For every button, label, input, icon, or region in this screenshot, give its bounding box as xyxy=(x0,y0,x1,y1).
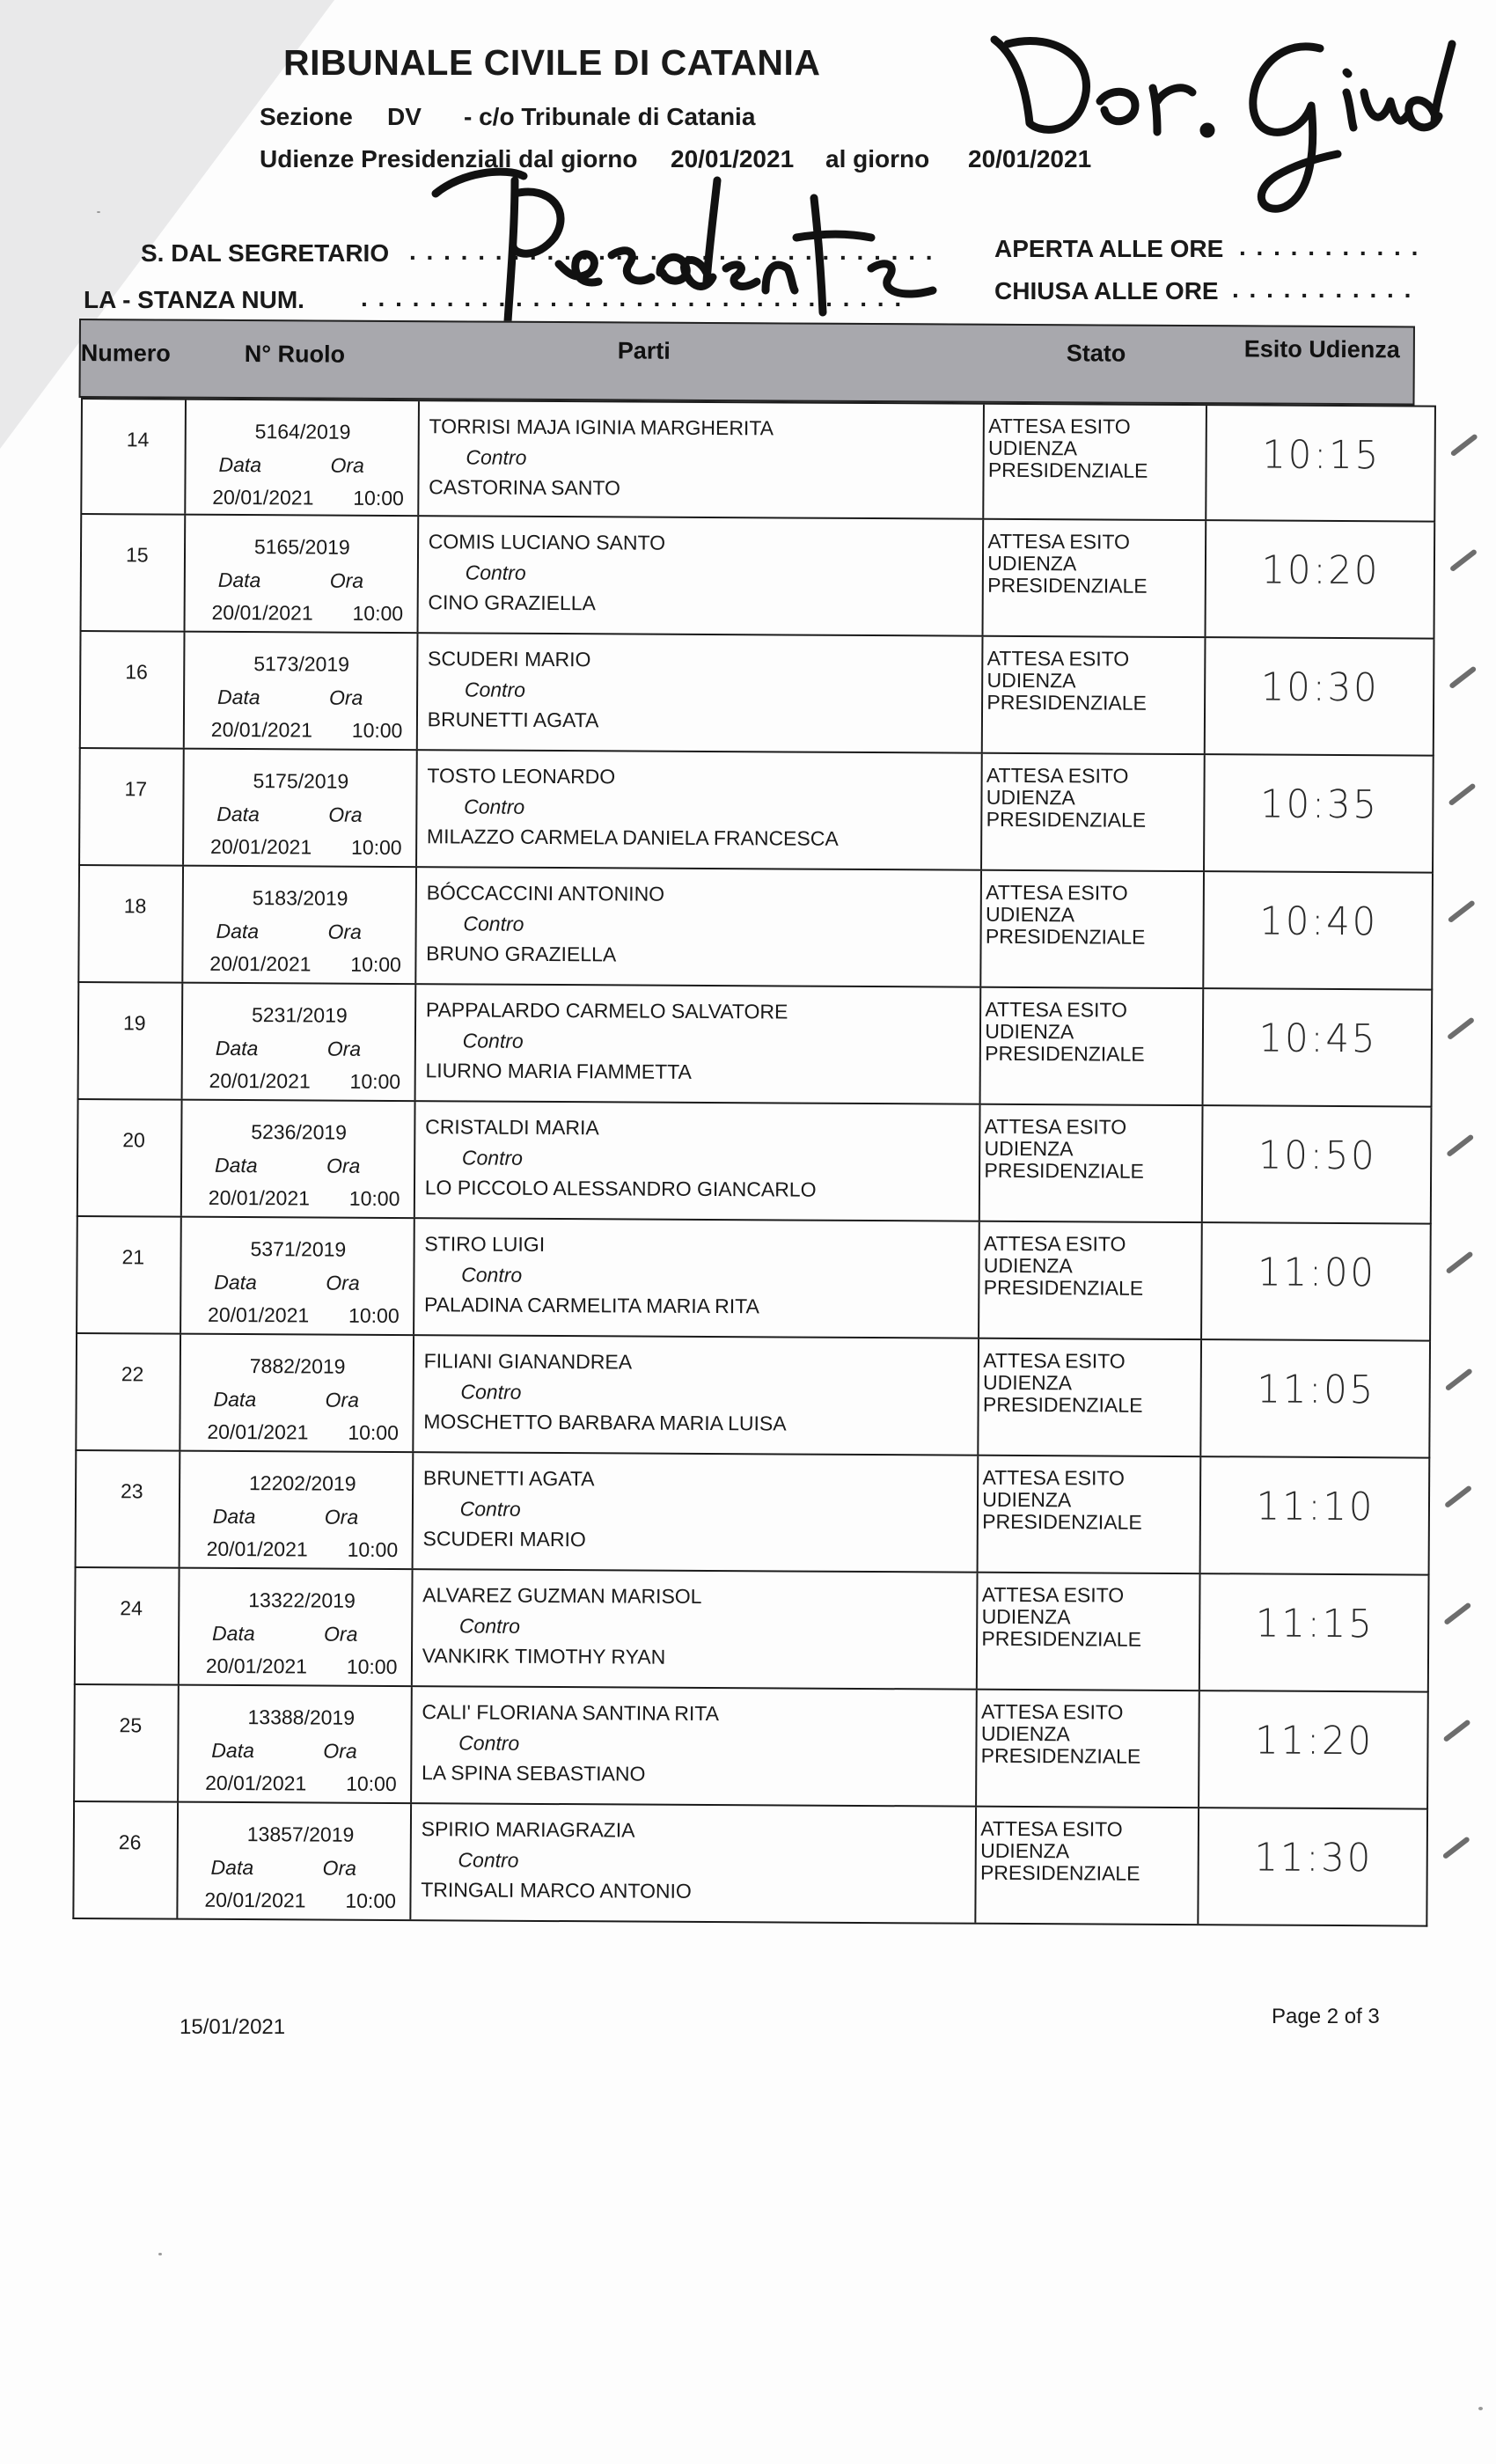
party-defendant: PALADINA CARMELITA MARIA RITA xyxy=(423,1293,759,1318)
cell-parti xyxy=(414,1336,979,1455)
contro-label: Contro xyxy=(466,445,527,469)
pen-tick-mark xyxy=(1450,433,1478,457)
status-line: UDIENZA xyxy=(983,1370,1073,1395)
party-plaintiff: CRISTALDI MARIA xyxy=(425,1115,599,1140)
table-row xyxy=(80,515,1436,640)
status-line: UDIENZA xyxy=(985,902,1075,927)
status-line: ATTESA ESITO xyxy=(980,1699,1124,1724)
cell-esito xyxy=(1201,1340,1429,1456)
party-defendant: LA SPINA SEBASTIANO xyxy=(421,1761,646,1786)
ora-label: Ora xyxy=(326,1271,360,1294)
row-number: 21 xyxy=(121,1245,145,1269)
handwritten-presidente-signature xyxy=(427,158,955,334)
hearing-time: 10:00 xyxy=(348,1186,400,1211)
ruolo-number: 5175/2019 xyxy=(253,769,349,793)
cell-numero xyxy=(81,632,186,748)
data-label: Data xyxy=(215,1036,259,1060)
cell-ruolo xyxy=(186,400,420,515)
cell-esito xyxy=(1204,989,1432,1105)
ruolo-number: 5165/2019 xyxy=(253,535,350,559)
footer-print-date: 15/01/2021 xyxy=(180,2015,286,2039)
hearing-date: 20/01/2021 xyxy=(208,1185,311,1210)
ruolo-number: 13322/2019 xyxy=(248,1588,356,1612)
ora-label: Ora xyxy=(324,1622,358,1646)
row-number: 24 xyxy=(120,1596,143,1620)
pen-tick-mark xyxy=(1442,1836,1470,1859)
cell-esito xyxy=(1204,872,1432,988)
contro-label: Contro xyxy=(461,1146,524,1170)
ruolo-number: 13857/2019 xyxy=(246,1822,355,1846)
ruolo-number: 5173/2019 xyxy=(253,652,350,676)
status-line: ATTESA ESITO xyxy=(985,997,1128,1022)
cell-ruolo xyxy=(178,1803,412,1919)
status-line: PRESIDENZIALE xyxy=(987,458,1148,482)
column-header-esito: Esito Udienza xyxy=(1243,335,1400,363)
table-header xyxy=(78,319,1414,405)
handwritten-esito-time: 11:15 xyxy=(1255,1601,1375,1647)
data-label: Data xyxy=(218,452,262,477)
cell-esito xyxy=(1206,406,1434,520)
status-line: ATTESA ESITO xyxy=(987,529,1130,554)
hearing-date: 20/01/2021 xyxy=(209,951,312,976)
contro-label: Contro xyxy=(464,795,525,818)
row-number: 23 xyxy=(120,1479,143,1503)
sezione-value: DV xyxy=(387,103,422,130)
party-plaintiff: TORRISI MAJA IGINIA MARGHERITA xyxy=(429,414,774,440)
party-plaintiff: BÓCCACCINI ANTONINO xyxy=(426,881,665,906)
pen-tick-mark xyxy=(1448,899,1476,923)
party-defendant: CASTORINA SANTO xyxy=(429,475,620,500)
contro-label: Contro xyxy=(458,1614,521,1638)
pen-tick-mark xyxy=(1448,665,1477,689)
status-text xyxy=(985,999,1145,1066)
cell-parti xyxy=(412,1687,978,1806)
pen-tick-mark xyxy=(1444,1485,1472,1508)
contro-label: Contro xyxy=(459,1497,521,1521)
status-line: UDIENZA xyxy=(987,436,1078,460)
hearing-date: 20/01/2021 xyxy=(208,1302,310,1327)
status-line: ATTESA ESITO xyxy=(986,880,1128,905)
cell-stato xyxy=(982,871,1206,987)
data-label: Data xyxy=(211,1738,255,1763)
hearing-time: 10:00 xyxy=(351,835,402,860)
status-line: PRESIDENZIALE xyxy=(983,1275,1144,1300)
data-label: Data xyxy=(212,1621,255,1646)
pen-tick-mark xyxy=(1448,782,1476,806)
cell-stato xyxy=(979,1222,1203,1338)
status-line: PRESIDENZIALE xyxy=(982,1392,1143,1417)
handwritten-esito-time: 11:10 xyxy=(1256,1484,1375,1530)
status-line: ATTESA ESITO xyxy=(983,1348,1126,1373)
scan-speck xyxy=(158,2253,162,2255)
handwritten-esito-time: 11:05 xyxy=(1257,1367,1376,1413)
status-text xyxy=(987,531,1148,598)
table-row xyxy=(78,749,1434,874)
row-number: 18 xyxy=(123,894,147,918)
aperta-label: APERTA ALLE ORE xyxy=(994,235,1224,262)
status-line: PRESIDENZIALE xyxy=(986,807,1147,832)
cell-parti xyxy=(416,868,982,986)
column-header-ruolo: N° Ruolo xyxy=(244,341,346,368)
pen-tick-mark xyxy=(1445,1250,1473,1274)
contro-label: Contro xyxy=(465,561,526,584)
status-line: ATTESA ESITO xyxy=(980,1816,1123,1841)
ora-label: Ora xyxy=(326,1037,362,1060)
cell-esito xyxy=(1202,1223,1430,1339)
cell-stato xyxy=(979,1456,1202,1573)
pen-tick-mark xyxy=(1447,1016,1475,1040)
status-text xyxy=(981,1584,1141,1651)
status-line: PRESIDENZIALE xyxy=(984,1158,1145,1183)
hearing-date: 20/01/2021 xyxy=(204,1888,306,1912)
data-label: Data xyxy=(216,685,260,709)
status-line: UDIENZA xyxy=(980,1838,1070,1863)
cell-stato xyxy=(978,1573,1201,1690)
row-number: 22 xyxy=(121,1362,144,1386)
contro-label: Contro xyxy=(463,912,524,935)
dal-giorno: 20/01/2021 xyxy=(671,145,795,172)
cell-ruolo xyxy=(185,516,419,632)
party-defendant: BRUNETTI AGATA xyxy=(427,708,599,732)
document-title: RIBUNALE CIVILE DI CATANIA xyxy=(283,42,821,83)
row-number: 16 xyxy=(125,660,148,684)
ruolo-number: 13388/2019 xyxy=(247,1705,356,1729)
hearing-date: 20/01/2021 xyxy=(207,1419,309,1444)
row-number: 14 xyxy=(126,428,150,451)
cell-numero xyxy=(79,866,184,982)
table-row xyxy=(77,1100,1433,1225)
cell-esito xyxy=(1201,1457,1429,1573)
cell-numero xyxy=(77,1334,181,1450)
column-header-stato: Stato xyxy=(1066,340,1126,367)
hearing-date: 20/01/2021 xyxy=(212,485,314,510)
cell-parti xyxy=(418,517,984,635)
status-line: ATTESA ESITO xyxy=(986,646,1130,671)
cell-esito xyxy=(1200,1574,1428,1690)
data-label: Data xyxy=(217,568,261,592)
cell-parti xyxy=(415,1102,981,1221)
status-line: ATTESA ESITO xyxy=(983,1231,1126,1256)
cell-stato xyxy=(979,1339,1203,1456)
scan-speck xyxy=(1478,2407,1483,2410)
cell-numero xyxy=(80,749,185,865)
ora-label: Ora xyxy=(323,1739,357,1763)
row-number: 15 xyxy=(125,543,149,567)
table-row xyxy=(80,398,1436,523)
aula-label: LA - STANZA NUM. xyxy=(84,286,304,313)
hearing-time: 10:00 xyxy=(353,486,404,510)
ora-label: Ora xyxy=(330,453,364,477)
cell-ruolo xyxy=(181,1218,415,1334)
table-row xyxy=(73,1685,1429,1810)
status-text xyxy=(988,415,1148,482)
ora-label: Ora xyxy=(326,1154,361,1177)
hearing-time: 10:00 xyxy=(350,952,401,977)
status-line: UDIENZA xyxy=(984,1136,1074,1161)
ora-label: Ora xyxy=(324,1505,359,1529)
status-line: PRESIDENZIALE xyxy=(987,573,1148,598)
cell-numero xyxy=(74,1802,179,1918)
party-defendant: LIURNO MARIA FIAMMETTA xyxy=(425,1059,692,1083)
party-defendant: LO PICCOLO ALESSANDRO GIANCARLO xyxy=(424,1176,817,1201)
hearing-time: 10:00 xyxy=(346,1771,397,1796)
data-label: Data xyxy=(214,1270,257,1294)
hearing-time: 10:00 xyxy=(349,1069,401,1094)
handwritten-esito-time: 11:30 xyxy=(1254,1835,1374,1881)
chiusa-label: CHIUSA ALLE ORE xyxy=(994,277,1219,304)
ora-label: Ora xyxy=(322,1856,357,1880)
status-line: UDIENZA xyxy=(982,1487,1072,1512)
status-line: ATTESA ESITO xyxy=(988,414,1131,438)
pen-tick-mark xyxy=(1443,1602,1471,1625)
cell-esito xyxy=(1205,755,1433,871)
cell-parti xyxy=(415,985,981,1104)
status-text xyxy=(984,1116,1144,1183)
status-line: PRESIDENZIALE xyxy=(981,1626,1142,1651)
contro-label: Contro xyxy=(458,1731,520,1755)
al-giorno: 20/01/2021 xyxy=(968,145,1092,172)
hearing-time: 10:00 xyxy=(351,718,403,743)
status-line: UDIENZA xyxy=(987,551,1077,576)
cell-esito xyxy=(1206,638,1434,754)
party-plaintiff: COMIS LUCIANO SANTO xyxy=(428,530,666,554)
hearing-date: 20/01/2021 xyxy=(210,717,313,742)
party-defendant: TRINGALI MARCO ANTONIO xyxy=(421,1878,692,1903)
status-line: PRESIDENZIALE xyxy=(980,1743,1141,1768)
status-line: UDIENZA xyxy=(986,668,1076,693)
cell-parti xyxy=(413,1453,979,1572)
row-number: 25 xyxy=(119,1713,143,1737)
al-label: al giorno xyxy=(825,145,930,172)
status-line: UDIENZA xyxy=(980,1721,1070,1746)
party-defendant: VANKIRK TIMOTHY RYAN xyxy=(422,1644,666,1668)
status-text xyxy=(981,1701,1141,1768)
status-line: PRESIDENZIALE xyxy=(985,1041,1145,1066)
table-row xyxy=(72,1802,1428,1927)
handwritten-esito-time: 10:20 xyxy=(1261,547,1381,594)
status-line: ATTESA ESITO xyxy=(982,1465,1126,1490)
cell-stato xyxy=(980,1105,1204,1221)
cell-stato xyxy=(985,405,1208,519)
data-label: Data xyxy=(216,919,260,943)
scan-speck xyxy=(97,211,100,213)
hearing-time: 10:00 xyxy=(348,1420,399,1445)
sede-text: - c/o Tribunale di Catania xyxy=(464,103,756,130)
party-defendant: CINO GRAZIELLA xyxy=(428,590,596,615)
hearing-date: 20/01/2021 xyxy=(206,1536,308,1561)
contro-label: Contro xyxy=(464,678,526,701)
row-number: 19 xyxy=(122,1011,146,1035)
party-defendant: BRUNO GRAZIELLA xyxy=(426,942,617,966)
cell-stato xyxy=(977,1690,1200,1807)
party-plaintiff: SPIRIO MARIAGRAZIA xyxy=(421,1817,635,1842)
hearing-date: 20/01/2021 xyxy=(209,1068,311,1093)
ruolo-number: 5231/2019 xyxy=(251,1003,348,1027)
cell-parti xyxy=(413,1570,979,1689)
data-label: Data xyxy=(212,1504,256,1529)
table-row xyxy=(76,1217,1432,1342)
cell-parti xyxy=(419,401,985,518)
ruolo-number: 12202/2019 xyxy=(248,1471,356,1495)
status-text xyxy=(986,882,1146,949)
ruolo-number: 5236/2019 xyxy=(251,1120,348,1144)
cell-esito xyxy=(1203,1106,1431,1222)
hearing-time: 10:00 xyxy=(345,1888,397,1913)
party-plaintiff: BRUNETTI AGATA xyxy=(422,1466,595,1491)
row-number: 17 xyxy=(124,777,148,801)
party-defendant: MILAZZO CARMELA DANIELA FRANCESCA xyxy=(426,825,839,850)
cell-numero xyxy=(78,1100,183,1216)
cell-parti xyxy=(418,634,984,752)
cell-esito xyxy=(1199,1691,1427,1808)
table-row xyxy=(75,1334,1431,1459)
pen-tick-mark xyxy=(1442,1719,1470,1742)
pen-tick-mark xyxy=(1449,548,1478,572)
data-label: Data xyxy=(210,1855,254,1880)
handwritten-esito-time: 10:50 xyxy=(1258,1133,1377,1179)
party-plaintiff: SCUDERI MARIO xyxy=(428,647,591,671)
segretario-label: S. DAL SEGRETARIO xyxy=(141,239,390,267)
cell-stato xyxy=(981,988,1205,1104)
cell-ruolo xyxy=(184,750,418,866)
cell-ruolo xyxy=(183,867,417,983)
handwritten-judge-note xyxy=(977,18,1470,229)
hearing-date: 20/01/2021 xyxy=(210,834,312,859)
ora-label: Ora xyxy=(325,1388,359,1412)
status-line: ATTESA ESITO xyxy=(984,1114,1127,1139)
party-plaintiff: PAPPALARDO CARMELO SALVATORE xyxy=(425,998,788,1023)
cell-numero xyxy=(75,1685,180,1801)
hearing-time: 10:00 xyxy=(346,1654,398,1679)
cell-parti xyxy=(411,1804,977,1923)
hearing-time: 10:00 xyxy=(348,1303,400,1328)
table-row xyxy=(74,1568,1430,1693)
table-row xyxy=(77,983,1434,1108)
status-line: UDIENZA xyxy=(981,1604,1071,1629)
cell-ruolo xyxy=(182,984,416,1100)
party-plaintiff: STIRO LUIGI xyxy=(424,1232,546,1256)
ora-label: Ora xyxy=(329,568,364,592)
party-plaintiff: FILIANI GIANANDREA xyxy=(423,1349,633,1374)
ruolo-number: 7882/2019 xyxy=(249,1354,346,1378)
hearing-date: 20/01/2021 xyxy=(211,600,313,625)
handwritten-esito-time: 10:45 xyxy=(1258,1016,1378,1062)
status-line: PRESIDENZIALE xyxy=(979,1860,1140,1885)
status-line: UDIENZA xyxy=(985,1019,1074,1044)
hearing-time: 10:00 xyxy=(347,1537,399,1562)
cell-numero xyxy=(76,1568,180,1684)
cell-numero xyxy=(77,1451,181,1567)
row-number: 20 xyxy=(122,1128,145,1152)
hearing-date: 20/01/2021 xyxy=(205,1771,307,1795)
contro-label: Contro xyxy=(461,1263,523,1287)
status-text xyxy=(980,1818,1140,1885)
contro-label: Contro xyxy=(458,1848,519,1872)
status-line: ATTESA ESITO xyxy=(986,763,1129,788)
handwritten-esito-time: 10:30 xyxy=(1260,664,1380,711)
cell-numero xyxy=(77,1217,182,1333)
sezione-label: Sezione xyxy=(260,103,353,130)
handwritten-esito-time: 10:15 xyxy=(1262,432,1382,479)
cell-stato xyxy=(983,637,1206,753)
ruolo-number: 5164/2019 xyxy=(254,420,351,444)
status-line: PRESIDENZIALE xyxy=(986,690,1147,715)
cell-esito xyxy=(1206,521,1434,637)
data-label: Data xyxy=(216,802,260,826)
ora-label: Ora xyxy=(327,920,362,943)
udienze-label: Udienze Presidenziali dal giorno xyxy=(260,145,638,172)
status-line: UDIENZA xyxy=(986,785,1075,810)
row-number: 26 xyxy=(118,1830,142,1854)
cell-numero xyxy=(82,515,187,631)
party-defendant: MOSCHETTO BARBARA MARIA LUISA xyxy=(423,1410,787,1435)
cell-parti xyxy=(417,751,983,869)
table-row xyxy=(77,866,1434,991)
table-row xyxy=(79,632,1435,757)
ruolo-number: 5183/2019 xyxy=(252,886,348,910)
cell-numero xyxy=(79,983,184,1099)
cell-numero xyxy=(82,400,187,514)
handwritten-esito-time: 10:40 xyxy=(1259,898,1379,945)
party-defendant: SCUDERI MARIO xyxy=(422,1527,586,1551)
cell-esito xyxy=(1199,1808,1426,1925)
cell-ruolo xyxy=(185,633,419,749)
column-header-parti: Parti xyxy=(617,337,671,364)
status-text xyxy=(986,648,1147,715)
ora-label: Ora xyxy=(328,803,363,826)
cell-ruolo xyxy=(182,1101,416,1217)
status-line: PRESIDENZIALE xyxy=(985,924,1146,949)
pen-tick-mark xyxy=(1445,1368,1473,1391)
handwritten-esito-time: 11:00 xyxy=(1258,1250,1377,1296)
handwritten-esito-time: 11:20 xyxy=(1255,1718,1375,1764)
party-plaintiff: ALVAREZ GUZMAN MARISOL xyxy=(422,1583,702,1608)
party-plaintiff: CALI' FLORIANA SANTINA RITA xyxy=(422,1700,720,1726)
footer-page-number: Page 2 of 3 xyxy=(1272,2005,1380,2028)
cell-stato xyxy=(982,754,1206,870)
status-line: PRESIDENZIALE xyxy=(982,1509,1142,1534)
hearing-time: 10:00 xyxy=(352,601,404,626)
ruolo-number: 5371/2019 xyxy=(250,1237,347,1261)
cell-stato xyxy=(977,1808,1200,1924)
data-label: Data xyxy=(214,1153,258,1177)
cell-ruolo xyxy=(180,1452,414,1568)
cell-parti xyxy=(414,1219,980,1338)
contro-label: Contro xyxy=(460,1380,522,1404)
status-text xyxy=(982,1467,1142,1534)
hearing-date: 20/01/2021 xyxy=(205,1654,308,1678)
cell-ruolo xyxy=(179,1686,413,1802)
pen-tick-mark xyxy=(1446,1133,1474,1157)
cell-stato xyxy=(984,520,1207,636)
table-row xyxy=(75,1451,1431,1576)
status-text xyxy=(986,765,1147,832)
status-line: ATTESA ESITO xyxy=(981,1582,1125,1607)
hearings-table xyxy=(72,398,1436,1927)
contro-label: Contro xyxy=(462,1029,524,1052)
status-text xyxy=(984,1233,1144,1300)
status-text xyxy=(983,1350,1143,1417)
data-label: Data xyxy=(213,1387,257,1412)
handwritten-esito-time: 10:35 xyxy=(1260,781,1380,828)
status-line: UDIENZA xyxy=(983,1253,1073,1278)
cell-ruolo xyxy=(180,1569,414,1685)
ora-label: Ora xyxy=(328,686,363,709)
column-header-numero: Numero xyxy=(80,340,171,367)
party-plaintiff: TOSTO LEONARDO xyxy=(427,764,616,788)
cell-ruolo xyxy=(180,1335,414,1451)
